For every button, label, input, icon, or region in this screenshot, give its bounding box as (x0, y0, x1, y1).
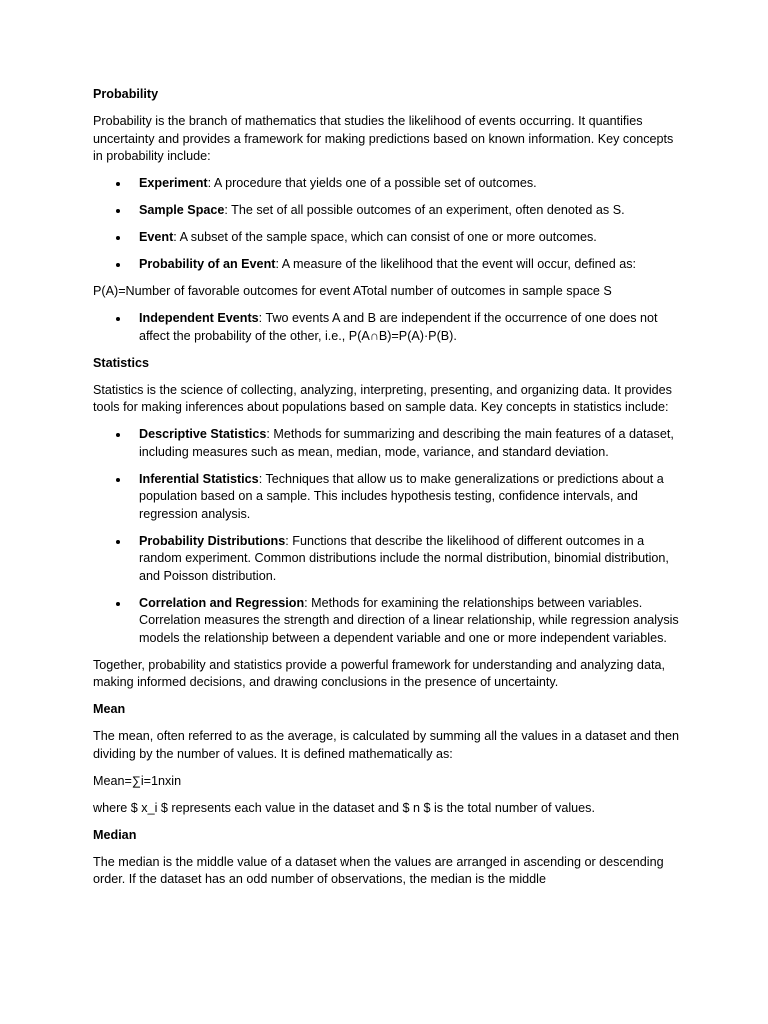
list-item-text: : The set of all possible outcomes of an experiment, often denoted as S. (224, 203, 625, 217)
list-item (93, 595, 683, 648)
list-item-term: Experiment (139, 176, 208, 190)
list-item-text: : Techniques that allow us to make generalizations or predictions about a population based on a sample. This includes hypothesis testing, confidence intervals, and regression analysis. (139, 471, 664, 521)
probability-intro: Probability is the branch of mathematics that studies the likelihood of events occurring. It quantifies uncertainty and provides a framework for making predictions based on known information. Key concepts in probability include: (93, 114, 674, 163)
list-item (93, 256, 683, 274)
probability-concepts-list (93, 175, 683, 274)
list-item-term: Probability of an Event (139, 257, 276, 271)
median-heading: Median (93, 827, 137, 842)
list-item (93, 426, 683, 461)
statistics-conclusion: Together, probability and statistics provide a powerful framework for understanding and analyzing data, making informed decisions, and drawing conclusions in the presence of uncertainty. (93, 657, 665, 689)
probability-concepts-list-continued (93, 310, 683, 345)
statistics-heading: Statistics (93, 355, 149, 370)
list-item (93, 310, 683, 345)
list-item-term: Descriptive Statistics (139, 427, 267, 441)
list-item (93, 175, 683, 193)
list-item (93, 202, 683, 220)
statistics-intro: Statistics is the science of collecting, analyzing, interpreting, presenting, and organizing data. It provides tools for making inferences about populations based on sample data. Key concepts in statistics include: (93, 382, 672, 414)
list-item-text: : A procedure that yields one of a possible set of outcomes. (207, 176, 537, 190)
list-item-text: : Methods for summarizing and describing the main features of a dataset, including measures such as mean, median, mode, variance, and standard deviation. (139, 427, 674, 459)
statistics-concepts-list (93, 426, 683, 647)
list-item-text: : A measure of the likelihood that the event will occur, defined as: (275, 257, 636, 271)
list-item-term: Correlation and Regression (139, 595, 305, 610)
probability-heading: Probability (93, 87, 159, 101)
list-item-term: Sample Space (139, 203, 225, 217)
list-item-text: : Functions that describe the likelihood of different outcomes in a random experiment. Common distributions include the normal distribution, binomial distribution, and Poisson distribution. (139, 533, 669, 583)
mean-formula: Mean=∑i=1nxin (93, 773, 182, 788)
list-item-term: Inferential Statistics (139, 471, 259, 486)
document-page (93, 86, 683, 898)
list-item (93, 533, 683, 586)
list-item-term: Independent Events (139, 311, 259, 325)
list-item-term: Event (139, 230, 174, 244)
list-item-text: : Methods for examining the relationships between variables. Correlation measures the strength and direction of a linear relationship, while regression analysis models the relationship between a dependent variable and one or more independent variables. (139, 595, 679, 645)
probability-formula: P(A)=Number of favorable outcomes for event ATotal number of outcomes in sample space S (93, 284, 612, 298)
list-item (93, 471, 683, 524)
list-item-text: : Two events A and B are independent if the occurrence of one does not affect the probability of the other, i.e., P(A∩B)=P(A)·P(B). (139, 311, 658, 343)
mean-intro: The mean, often referred to as the average, is calculated by summing all the values in a dataset and then dividing by the number of values. It is defined mathematically as: (93, 729, 679, 761)
list-item-term: Probability Distributions (139, 533, 286, 548)
list-item-text: : A subset of the sample space, which can consist of one or more outcomes. (173, 230, 597, 244)
mean-note: where $ x_i $ represents each value in the dataset and $ n $ is the total number of values. (93, 800, 595, 815)
median-intro: The median is the middle value of a dataset when the values are arranged in ascending or descending order. If the dataset has an odd number of observations, the median is the middle (93, 854, 664, 886)
mean-heading: Mean (93, 702, 126, 716)
list-item (93, 229, 683, 247)
